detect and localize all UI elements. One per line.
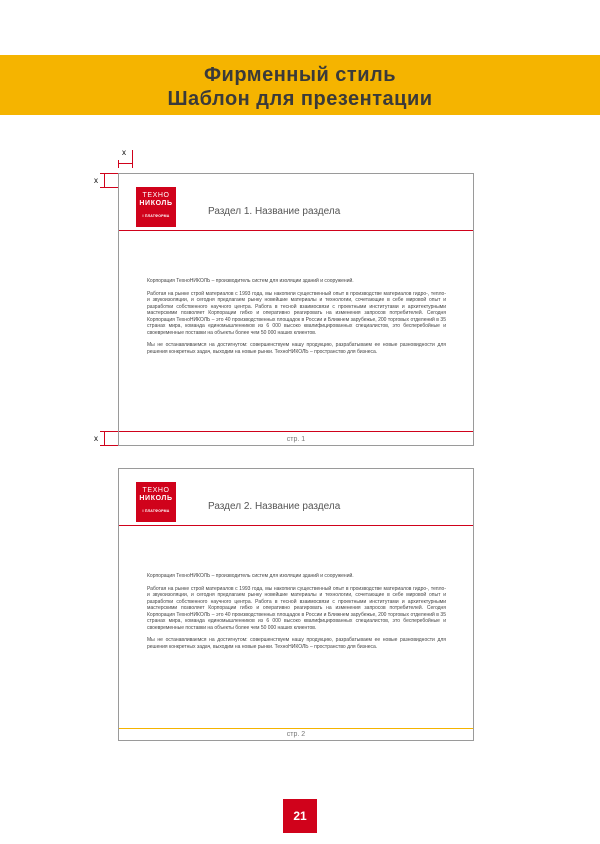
page-title-line-2: Шаблон для презентации: [167, 88, 433, 110]
dim-tick: [132, 150, 133, 168]
dim-tick: [100, 445, 118, 446]
company-logo: [136, 482, 176, 522]
dim-tick: [118, 160, 119, 168]
header-rule: [119, 230, 473, 231]
page-title-line-1: Фирменный стиль: [203, 64, 397, 86]
dim-tick: [100, 431, 118, 432]
slide-template-2: [118, 468, 474, 741]
page-label: стр. 1: [286, 436, 306, 443]
paragraph: Мы не останавливаемся на достигнутом: совершенствуем нашу продукцию, разрабатываем ее новые разновидности для решения конкретных задач, выходим на новые рынки. ТехноНИКОЛЬ – пространство для бизнеса.: [147, 637, 446, 650]
dim-tick: [100, 187, 118, 188]
header-rule: [119, 525, 473, 526]
section-title: Раздел 1. Название раздела: [208, 206, 341, 217]
header-band: [0, 55, 600, 115]
page-label: стр. 2: [286, 731, 306, 738]
logo-word-1: ТЕХНО: [142, 487, 170, 494]
company-logo: [136, 187, 176, 227]
logo-word-1: ТЕХНО: [142, 192, 170, 199]
footer-rule: [119, 728, 473, 729]
dim-line: [104, 173, 105, 188]
footer-rule: [119, 431, 473, 432]
page-number-badge: 21: [283, 799, 317, 833]
paragraph: Корпорация ТехноНИКОЛЬ – производитель систем для изоляции зданий и сооружений.: [147, 278, 354, 284]
dim-label-bottom: x: [94, 434, 98, 443]
logo-word-3: I ПЛАТФОРМА: [142, 509, 170, 513]
paragraph: Работая на рынке строй материалов с 1993 года, мы накопили существенный опыт в производстве материалов гидро-, тепло- и звукоизоляции, и сегодня предлагаем рынку новейшие материалы и технологии, сочетающие в себе мировой опыт и разработки собственного научного центра. Работа в тесной взаимосвязи с проектными институтами и архитектурными мастерскими позволяет Корпорации гибко и оперативно реагировать на изменения запросов потребителей. Сегодня Корпорация ТехноНИКОЛЬ – это 40 производственных площадок в России и Ближнем зарубежье, 200 торговых отделений в 35 странах мира, команда единомышленников из 6 000 высоко квалифицированных специалистов, это бесперебойные и своевременные поставки на объекты более чем 50 000 наших клиентов.: [147, 290, 446, 336]
paragraph: Работая на рынке строй материалов с 1993 года, мы накопили существенный опыт в производстве материалов гидро-, тепло- и звукоизоляции, и сегодня предлагаем рынку новейшие материалы и технологии, сочетающие в себе мировой опыт и разработки собственного научного центра. Работа в тесной взаимосвязи с проектными институтами и архитектурными мастерскими позволяет Корпорации гибко и оперативно реагировать на изменения запросов потребителей. Сегодня Корпорация ТехноНИКОЛЬ – это 40 производственных площадок в России и Ближнем зарубежье, 200 торговых отделений в 35 странах мира, команда единомышленников из 6 000 высоко квалифицированных специалистов, это бесперебойные и своевременные поставки на объекты более чем 50 000 наших клиентов.: [147, 585, 446, 631]
logo-word-3: I ПЛАТФОРМА: [142, 214, 170, 218]
paragraph: Мы не останавливаемся на достигнутом: совершенствуем нашу продукцию, разрабатываем ее новые разновидности для решения конкретных задач, выходим на новые рынки. ТехноНИКОЛЬ – пространство для бизнеса.: [147, 342, 446, 355]
body-text: [147, 278, 446, 361]
dim-tick: [100, 173, 118, 174]
body-text: [147, 573, 446, 656]
logo-word-2: НИКОЛЬ: [139, 495, 173, 502]
section-title: Раздел 2. Название раздела: [208, 501, 341, 512]
dim-label-left: x: [94, 176, 98, 185]
logo-word-2: НИКОЛЬ: [139, 200, 173, 207]
slide-template-1: [118, 173, 474, 446]
dim-label-top: x: [122, 148, 126, 157]
paragraph: Корпорация ТехноНИКОЛЬ – производитель систем для изоляции зданий и сооружений.: [147, 573, 354, 579]
dim-line: [104, 431, 105, 446]
dim-line: [118, 163, 132, 164]
